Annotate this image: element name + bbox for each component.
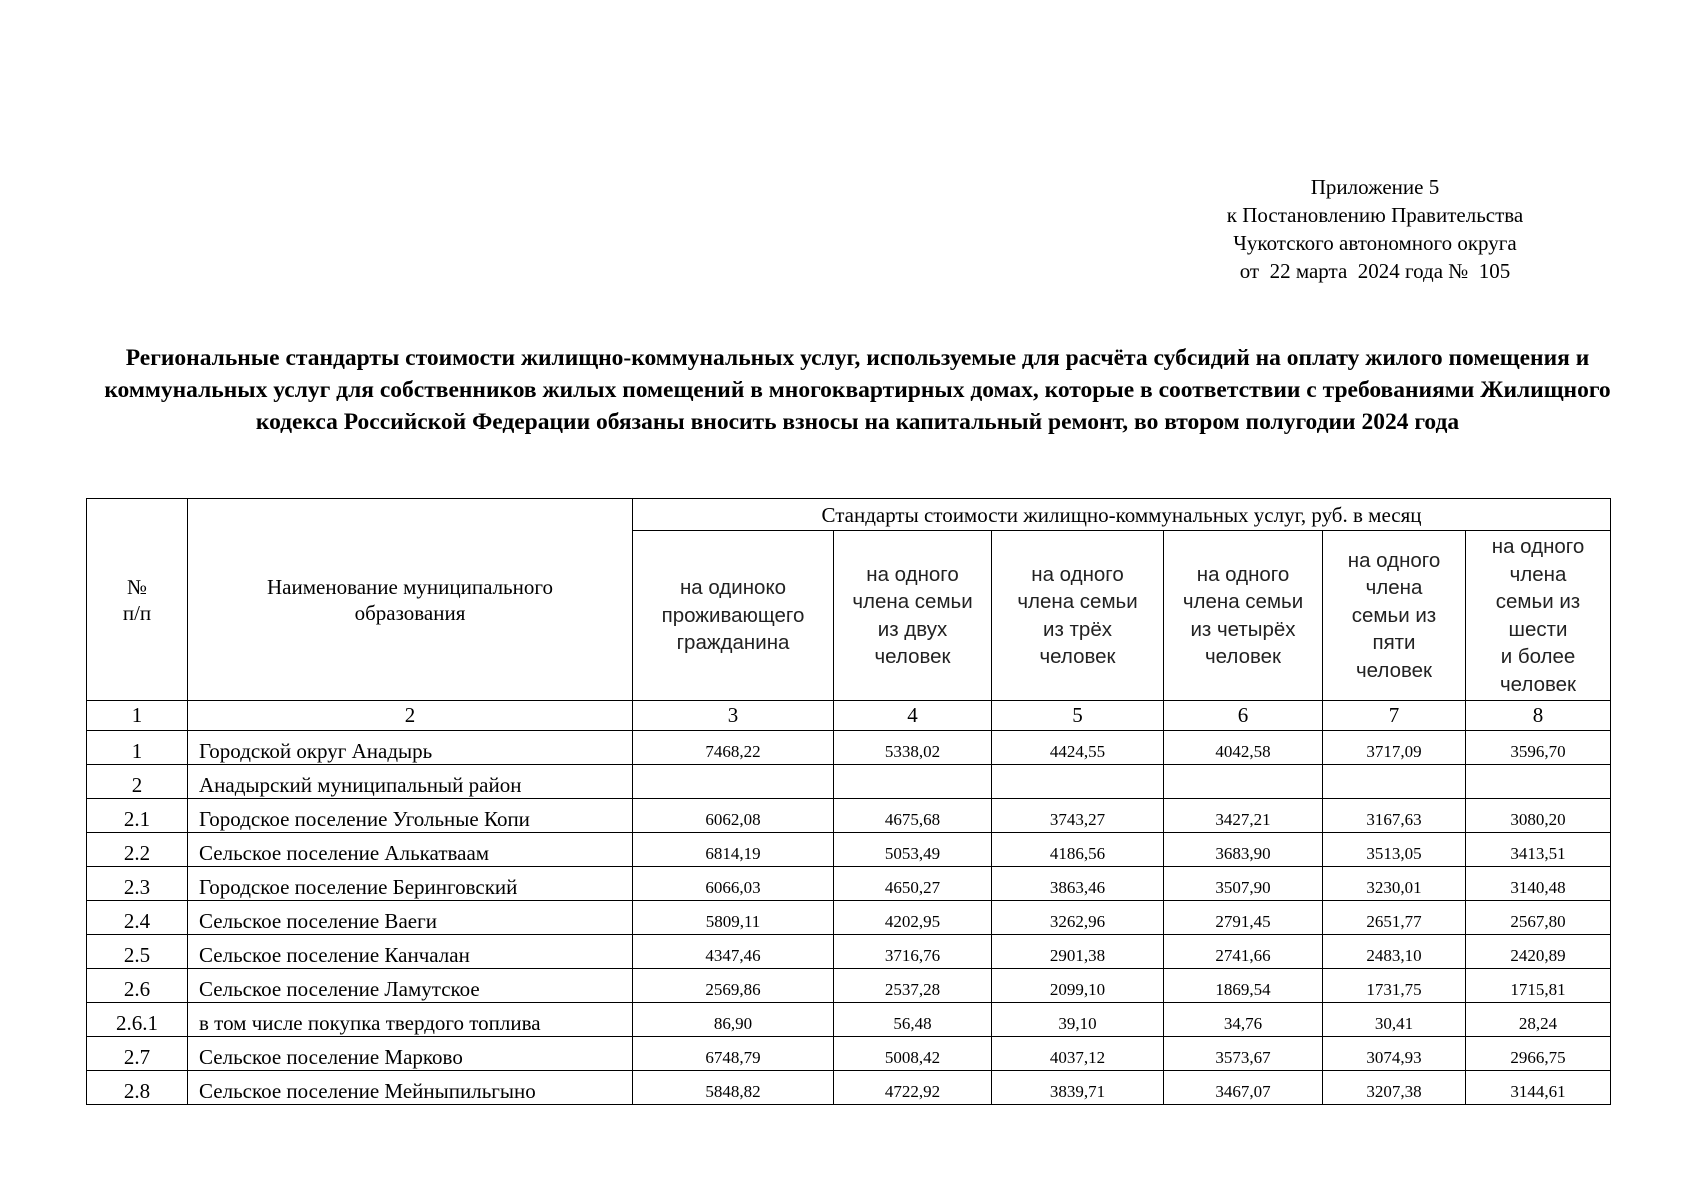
row-number: 2: [87, 765, 188, 799]
table-row: [87, 969, 1611, 1003]
table-row: [87, 935, 1611, 969]
cost-value: 5338,02: [834, 731, 992, 765]
table-row: [87, 1037, 1611, 1071]
appendix-line: Приложение 5: [1310, 175, 1440, 199]
column-header-text: на одиноко проживающего гражданина: [661, 576, 805, 655]
cost-value: 4202,95: [834, 901, 992, 935]
row-number: 2.2: [87, 833, 188, 867]
cost-value: [1466, 765, 1611, 799]
appendix-line: Чукотского автономного округа: [1233, 231, 1517, 255]
cost-value: 3074,93: [1323, 1037, 1466, 1071]
cost-value: 2569,86: [633, 969, 834, 1003]
municipality-name: Сельское поселение Канчалан: [188, 935, 633, 969]
cost-value: 4037,12: [992, 1037, 1164, 1071]
cost-value: 39,10: [992, 1003, 1164, 1037]
cost-value: 3717,09: [1323, 731, 1466, 765]
cost-value: 3507,90: [1164, 867, 1323, 901]
cost-value: 4722,92: [834, 1071, 992, 1105]
cost-value: 6062,08: [633, 799, 834, 833]
cost-value: 2537,28: [834, 969, 992, 1003]
cost-value: 2483,10: [1323, 935, 1466, 969]
row-number: 2.1: [87, 799, 188, 833]
cost-value: 4347,46: [633, 935, 834, 969]
column-header: [1323, 531, 1466, 701]
municipality-name: Сельское поселение Ламутское: [188, 969, 633, 1003]
cost-value: 2099,10: [992, 969, 1164, 1003]
municipality-name: Городской округ Анадырь: [188, 731, 633, 765]
municipality-name: Сельское поселение Ваеги: [188, 901, 633, 935]
cost-value: 86,90: [633, 1003, 834, 1037]
cost-value: 3144,61: [1466, 1071, 1611, 1105]
cost-value: 4675,68: [834, 799, 992, 833]
row-number: 2.8: [87, 1071, 188, 1105]
cost-value: 1731,75: [1323, 969, 1466, 1003]
table-row: [87, 765, 1611, 799]
cost-value: 4042,58: [1164, 731, 1323, 765]
column-header: [992, 531, 1164, 701]
appendix-line: от 22 марта 2024 года № 105: [1239, 259, 1511, 283]
table-row: [87, 833, 1611, 867]
index-cell: 8: [1466, 701, 1611, 731]
municipality-name: Сельское поселение Мейныпильгыно: [188, 1071, 633, 1105]
cost-value: 5008,42: [834, 1037, 992, 1071]
municipality-name: в том числе покупка твердого топлива: [188, 1003, 633, 1037]
cost-value: 7468,22: [633, 731, 834, 765]
cost-value: 3863,46: [992, 867, 1164, 901]
table-row: [87, 901, 1611, 935]
table-body: [87, 701, 1611, 1105]
index-cell: 5: [992, 701, 1164, 731]
cost-value: 6814,19: [633, 833, 834, 867]
header-name: [188, 499, 633, 701]
index-cell: 3: [633, 701, 834, 731]
column-header-text: на одного члена семьи из двух человек: [852, 562, 973, 668]
column-header-text: на одного члена семьи из трёх человек: [1017, 562, 1138, 668]
cost-value: 1715,81: [1466, 969, 1611, 1003]
cost-value: 5053,49: [834, 833, 992, 867]
index-cell: 7: [1323, 701, 1466, 731]
column-header-text: на одного члена семьи из пяти человек: [1347, 548, 1441, 682]
cost-value: 3262,96: [992, 901, 1164, 935]
cost-value: 3167,63: [1323, 799, 1466, 833]
cost-value: 30,41: [1323, 1003, 1466, 1037]
cost-value: 3596,70: [1466, 731, 1611, 765]
cost-value: 2567,80: [1466, 901, 1611, 935]
column-header: [834, 531, 992, 701]
cost-value: 4186,56: [992, 833, 1164, 867]
column-header-text: на одного члена семьи из четырёх человек: [1182, 562, 1304, 668]
header-num-text: № п/п: [122, 574, 152, 625]
cost-value: 2420,89: [1466, 935, 1611, 969]
index-cell: 2: [188, 701, 633, 731]
cost-value: 2651,77: [1323, 901, 1466, 935]
cost-value: [633, 765, 834, 799]
table-row: [87, 1071, 1611, 1105]
municipality-name: Сельское поселение Марково: [188, 1037, 633, 1071]
cost-value: 3140,48: [1466, 867, 1611, 901]
cost-value: 3573,67: [1164, 1037, 1323, 1071]
row-number: 2.3: [87, 867, 188, 901]
cost-value: 5848,82: [633, 1071, 834, 1105]
cost-value: 3413,51: [1466, 833, 1611, 867]
cost-value: 3427,21: [1164, 799, 1323, 833]
cost-value: [834, 765, 992, 799]
cost-value: 3080,20: [1466, 799, 1611, 833]
municipality-name: Сельское поселение Алькатваам: [188, 833, 633, 867]
appendix-line: к Постановлению Правительства: [1226, 203, 1524, 227]
cost-value: 3207,38: [1323, 1071, 1466, 1105]
column-header-text: на одного члена семьи из шести и более человек: [1491, 535, 1585, 696]
cost-value: 3230,01: [1323, 867, 1466, 901]
standards-table: [86, 498, 1611, 1105]
header-name-text: Наименование муниципального образования: [267, 574, 553, 625]
document-title: Региональные стандарты стоимости жилищно-коммунальных услуг, используемые для расчёта субсидий на оплату жилого помещения и коммунальных услуг для собственников жилых помещений в многоквартирных домах, которые в соответствии с требованиями Жилищного кодекса Российской Федерации обязаны вносить взносы на капитальный ремонт, во втором полугодии 2024 года: [104, 345, 1611, 435]
cost-value: 3716,76: [834, 935, 992, 969]
cost-value: 6066,03: [633, 867, 834, 901]
appendix-block: [1180, 173, 1570, 285]
index-row: [87, 701, 1611, 731]
row-number: 2.4: [87, 901, 188, 935]
cost-value: 3743,27: [992, 799, 1164, 833]
header-num: [87, 499, 188, 701]
cost-value: [1164, 765, 1323, 799]
cost-value: 6748,79: [633, 1037, 834, 1071]
row-number: 2.6: [87, 969, 188, 1003]
row-number: 1: [87, 731, 188, 765]
municipality-name: Анадырский муниципальный район: [188, 765, 633, 799]
index-cell: 4: [834, 701, 992, 731]
cost-value: 3683,90: [1164, 833, 1323, 867]
cost-value: 5809,11: [633, 901, 834, 935]
cost-value: 4424,55: [992, 731, 1164, 765]
cost-value: [992, 765, 1164, 799]
cost-value: 4650,27: [834, 867, 992, 901]
municipality-name: Городское поселение Беринговский: [188, 867, 633, 901]
index-cell: 6: [1164, 701, 1323, 731]
row-number: 2.6.1: [87, 1003, 188, 1037]
table-row: [87, 799, 1611, 833]
cost-value: 3839,71: [992, 1071, 1164, 1105]
column-header: [1466, 531, 1611, 701]
cost-value: 2901,38: [992, 935, 1164, 969]
column-header: [633, 531, 834, 701]
row-number: 2.7: [87, 1037, 188, 1071]
cost-value: 3467,07: [1164, 1071, 1323, 1105]
cost-value: 34,76: [1164, 1003, 1323, 1037]
table-row: [87, 1003, 1611, 1037]
cost-value: 2741,66: [1164, 935, 1323, 969]
cost-value: 1869,54: [1164, 969, 1323, 1003]
table-row: [87, 731, 1611, 765]
table-row: [87, 867, 1611, 901]
index-cell: 1: [87, 701, 188, 731]
municipality-name: Городское поселение Угольные Копи: [188, 799, 633, 833]
cost-value: [1323, 765, 1466, 799]
row-number: 2.5: [87, 935, 188, 969]
cost-value: 3513,05: [1323, 833, 1466, 867]
cost-value: 2791,45: [1164, 901, 1323, 935]
column-header: [1164, 531, 1323, 701]
cost-value: 28,24: [1466, 1003, 1611, 1037]
cost-value: 56,48: [834, 1003, 992, 1037]
cost-value: 2966,75: [1466, 1037, 1611, 1071]
header-group: Стандарты стоимости жилищно-коммунальных услуг, руб. в месяц: [633, 499, 1611, 531]
